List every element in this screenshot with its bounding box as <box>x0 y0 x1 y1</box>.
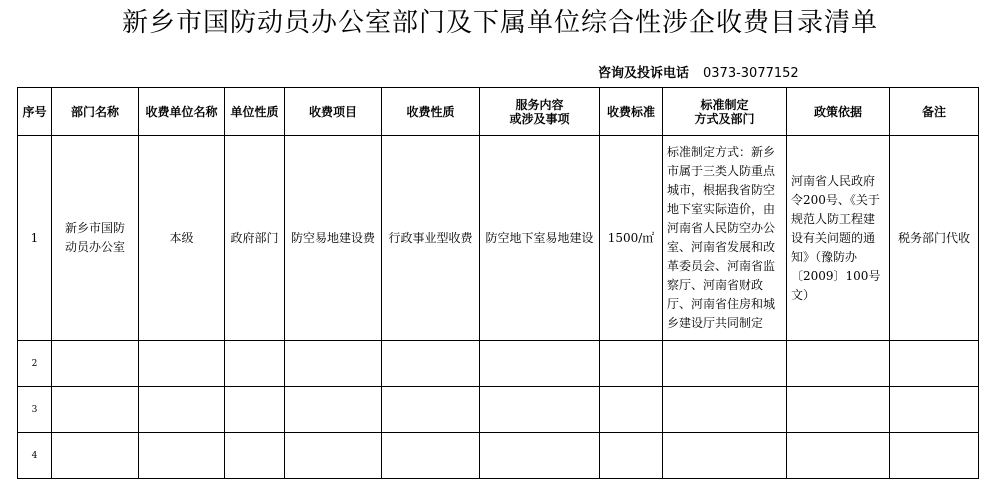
header-remark: 备注 <box>890 88 979 136</box>
cell-empty <box>480 341 600 387</box>
cell-empty <box>52 341 139 387</box>
table-row <box>18 433 979 479</box>
cell-empty <box>382 387 480 433</box>
cell-fee-nature: 行政事业型收费 <box>382 136 480 341</box>
cell-empty <box>663 341 787 387</box>
header-method-line1: 标准制定 <box>700 97 749 112</box>
cell-empty <box>480 433 600 479</box>
header-item: 收费项目 <box>285 88 382 136</box>
header-basis: 政策依据 <box>787 88 890 136</box>
header-service <box>480 88 600 136</box>
cell-nature: 政府部门 <box>225 136 285 341</box>
cell-empty <box>285 387 382 433</box>
cell-seq: 3 <box>18 387 52 433</box>
cell-seq: 4 <box>18 433 52 479</box>
cell-empty <box>225 433 285 479</box>
cell-empty <box>787 387 890 433</box>
cell-standard: 1500/㎡ <box>600 136 663 341</box>
cell-remark: 税务部门代收 <box>890 136 979 341</box>
cell-item: 防空易地建设费 <box>285 136 382 341</box>
header-unit: 收费单位名称 <box>139 88 225 136</box>
cell-empty <box>890 341 979 387</box>
cell-seq: 1 <box>18 136 52 341</box>
table-row <box>18 341 979 387</box>
header-dept: 部门名称 <box>52 88 139 136</box>
cell-empty <box>139 341 225 387</box>
fee-catalog-table <box>17 87 979 479</box>
cell-service: 防空地下室易地建设 <box>480 136 600 341</box>
header-service-line1: 服务内容 <box>515 97 564 112</box>
cell-seq: 2 <box>18 341 52 387</box>
cell-empty <box>382 433 480 479</box>
cell-empty <box>225 341 285 387</box>
header-service-line2: 或涉及事项 <box>509 111 570 126</box>
cell-empty <box>480 387 600 433</box>
cell-method: 标准制定方式：新乡市属于三类人防重点城市，根据我省防空地下室实际造价，由河南省人民防空办公室、河南省发展和改革委员会、河南省监察厅、河南省财政厅、河南省住房和城乡建设厅共同制定 <box>663 136 787 341</box>
cell-empty <box>52 433 139 479</box>
cell-empty <box>787 433 890 479</box>
header-method <box>663 88 787 136</box>
cell-empty <box>225 387 285 433</box>
table-row <box>18 136 979 341</box>
cell-dept: 新乡市国防动员办公室 <box>52 136 139 341</box>
header-standard: 收费标准 <box>600 88 663 136</box>
cell-empty <box>787 341 890 387</box>
table-row <box>18 387 979 433</box>
table-header-row <box>18 88 979 136</box>
page-title: 新乡市国防动员办公室部门及下属单位综合性涉企收费目录清单 <box>121 8 878 38</box>
header-method-line2: 方式及部门 <box>694 111 755 126</box>
cell-empty <box>139 433 225 479</box>
cell-empty <box>139 387 225 433</box>
header-fee-nature: 收费性质 <box>382 88 480 136</box>
cell-unit: 本级 <box>139 136 225 341</box>
cell-empty <box>285 433 382 479</box>
cell-empty <box>600 341 663 387</box>
cell-empty <box>285 341 382 387</box>
cell-empty <box>52 387 139 433</box>
cell-basis: 河南省人民政府令200号、《关于规范人防工程建设有关问题的通知》（豫防办〔2009〕100号文） <box>787 136 890 341</box>
cell-empty <box>600 433 663 479</box>
hotline-label: 咨询及投诉电话 <box>598 66 690 81</box>
cell-empty <box>890 433 979 479</box>
hotline-number: 0373-3077152 <box>703 66 799 81</box>
cell-empty <box>600 387 663 433</box>
header-nature: 单位性质 <box>225 88 285 136</box>
header-seq: 序号 <box>18 88 52 136</box>
cell-empty <box>663 433 787 479</box>
complaint-hotline <box>598 65 799 83</box>
cell-empty <box>890 387 979 433</box>
cell-empty <box>382 341 480 387</box>
cell-empty <box>663 387 787 433</box>
